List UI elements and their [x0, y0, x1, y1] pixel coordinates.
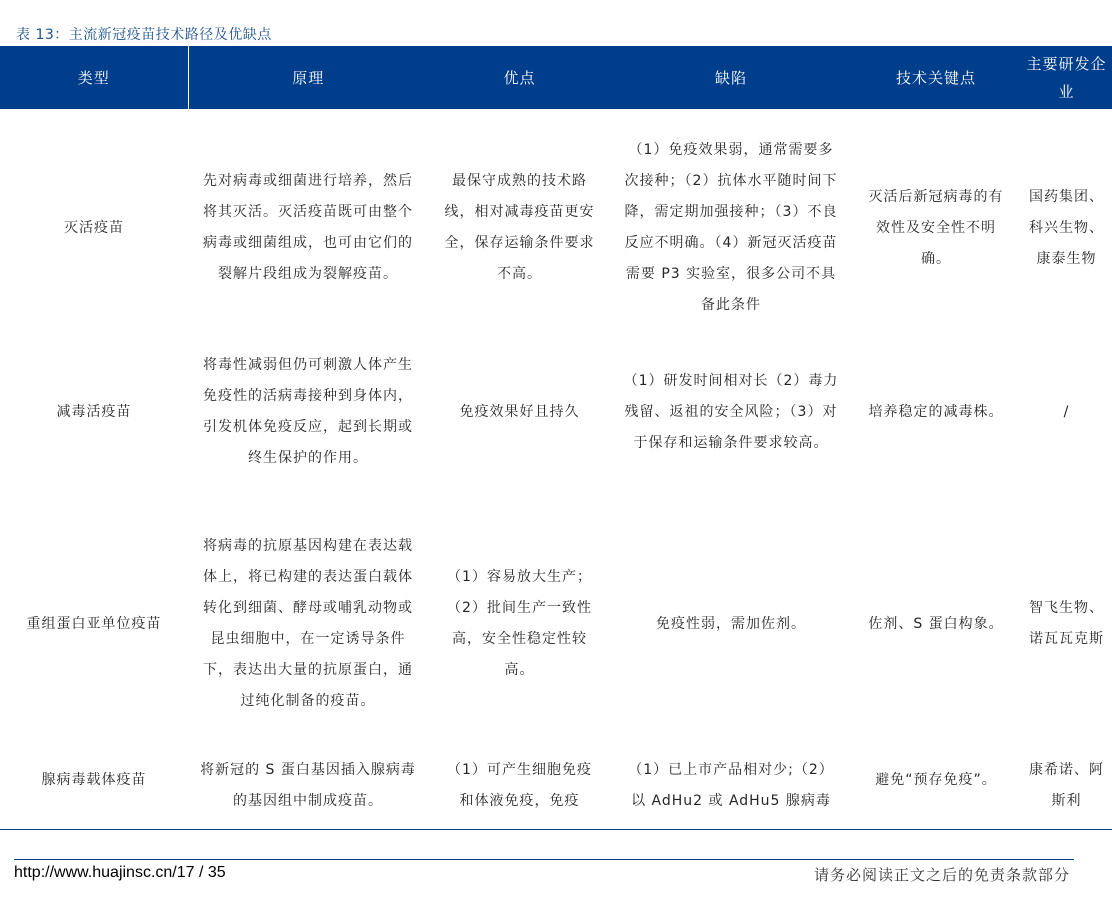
cell-type: 重组蛋白亚单位疫苗: [26, 615, 162, 632]
cell-advantages: 免疫效果好且持久: [459, 403, 580, 420]
cell-defects: 免疫性弱，需加佐剂。: [656, 615, 806, 632]
cell-advantages: （1）可产生细胞免疫和体液免疫，免疫: [447, 762, 592, 809]
cell-advantages: （1）容易放大生产；（2）批间生产一致性高，安全性稳定性较高。: [447, 569, 592, 678]
table-bottom-divider: [0, 829, 1112, 830]
footer-disclaimer: 请务必阅读正文之后的免责条款部分: [813, 866, 1070, 884]
header-principle: 原理: [188, 46, 428, 109]
cell-defects: （1）已上市产品相对少;（2）以 AdHu2 或 AdHu5 腺病毒: [628, 762, 834, 809]
cell-advantages: 最保守成熟的技术路线，相对减毒疫苗更安全，保存运输条件要求不高。: [444, 173, 595, 282]
cell-principle: 将病毒的抗原基因构建在表达载体上，将已构建的表达蛋白载体转化到细菌、酵母或哺乳动物或昆虫细胞中，在一定诱导条件下，表达出大量的抗原蛋白，通过纯化制备的疫苗。: [203, 538, 413, 709]
cell-defects: （1）免疫效果弱，通常需要多次接种；（2）抗体水平随时间下降，需定期加强接种；（3）不良反应不明确。（4）新冠灭活疫苗需要 P3 实验室，很多公司不具备此条件: [624, 142, 838, 313]
cell-type: 减毒活疫苗: [56, 403, 132, 420]
table-caption: 表 13：主流新冠疫苗技术路径及优缺点: [16, 27, 272, 43]
cell-companies: /: [1063, 403, 1070, 420]
header-advantages: 优点: [428, 46, 611, 109]
vaccine-comparison-table: [0, 46, 1112, 830]
cell-key-points: 避免“预存免疫”。: [875, 771, 997, 788]
footer-divider: [14, 859, 1074, 860]
footer-url-link[interactable]: http://www.huajinsc.cn/: [14, 864, 177, 881]
cell-key-points: 灭活后新冠病毒的有效性及安全性不明确。: [868, 188, 1004, 267]
cell-companies: 智飞生物、诺瓦瓦克斯: [1029, 600, 1104, 647]
page-number: 17 / 35: [176, 864, 226, 881]
cell-type: 灭活疫苗: [64, 219, 124, 236]
table: [0, 46, 1112, 830]
cell-defects: （1）研发时间相对长（2）毒力残留、返祖的安全风险；（3）对于保存和运输条件要求较高。: [623, 372, 839, 451]
cell-key-points: 佐剂、S 蛋白构象。: [868, 615, 1004, 632]
header-type: 类型: [0, 46, 188, 109]
footer-url-and-page[interactable]: [14, 864, 226, 882]
table-row: [0, 109, 1112, 331]
header-key-points: 技术关键点: [851, 46, 1021, 109]
cell-companies: 康希诺、阿斯利: [1029, 762, 1104, 809]
header-companies: 主要研发企业: [1021, 46, 1112, 109]
header-row: [0, 46, 1112, 109]
cell-principle: 将毒性减弱但仍可刺激人体产生免疫性的活病毒接种到身体内，引发机体免疫反应，起到长期或终生保护的作用。: [203, 357, 413, 466]
cell-type: 腺病毒载体疫苗: [41, 771, 147, 788]
cell-companies: 国药集团、科兴生物、康泰生物: [1029, 188, 1104, 267]
cell-principle: 将新冠的 S 蛋白基因插入腺病毒的基因组中制成疫苗。: [200, 762, 416, 809]
cell-key-points: 培养稳定的减毒株。: [868, 403, 1004, 420]
table-row: [0, 755, 1112, 830]
cell-principle: 先对病毒或细菌进行培养，然后将其灭活。灭活疫苗既可由整个病毒或细菌组成，也可由它们的裂解片段组成为裂解疫苗。: [203, 173, 413, 282]
table-row: [0, 331, 1112, 493]
header-defects: 缺陷: [611, 46, 851, 109]
table-row: [0, 493, 1112, 755]
